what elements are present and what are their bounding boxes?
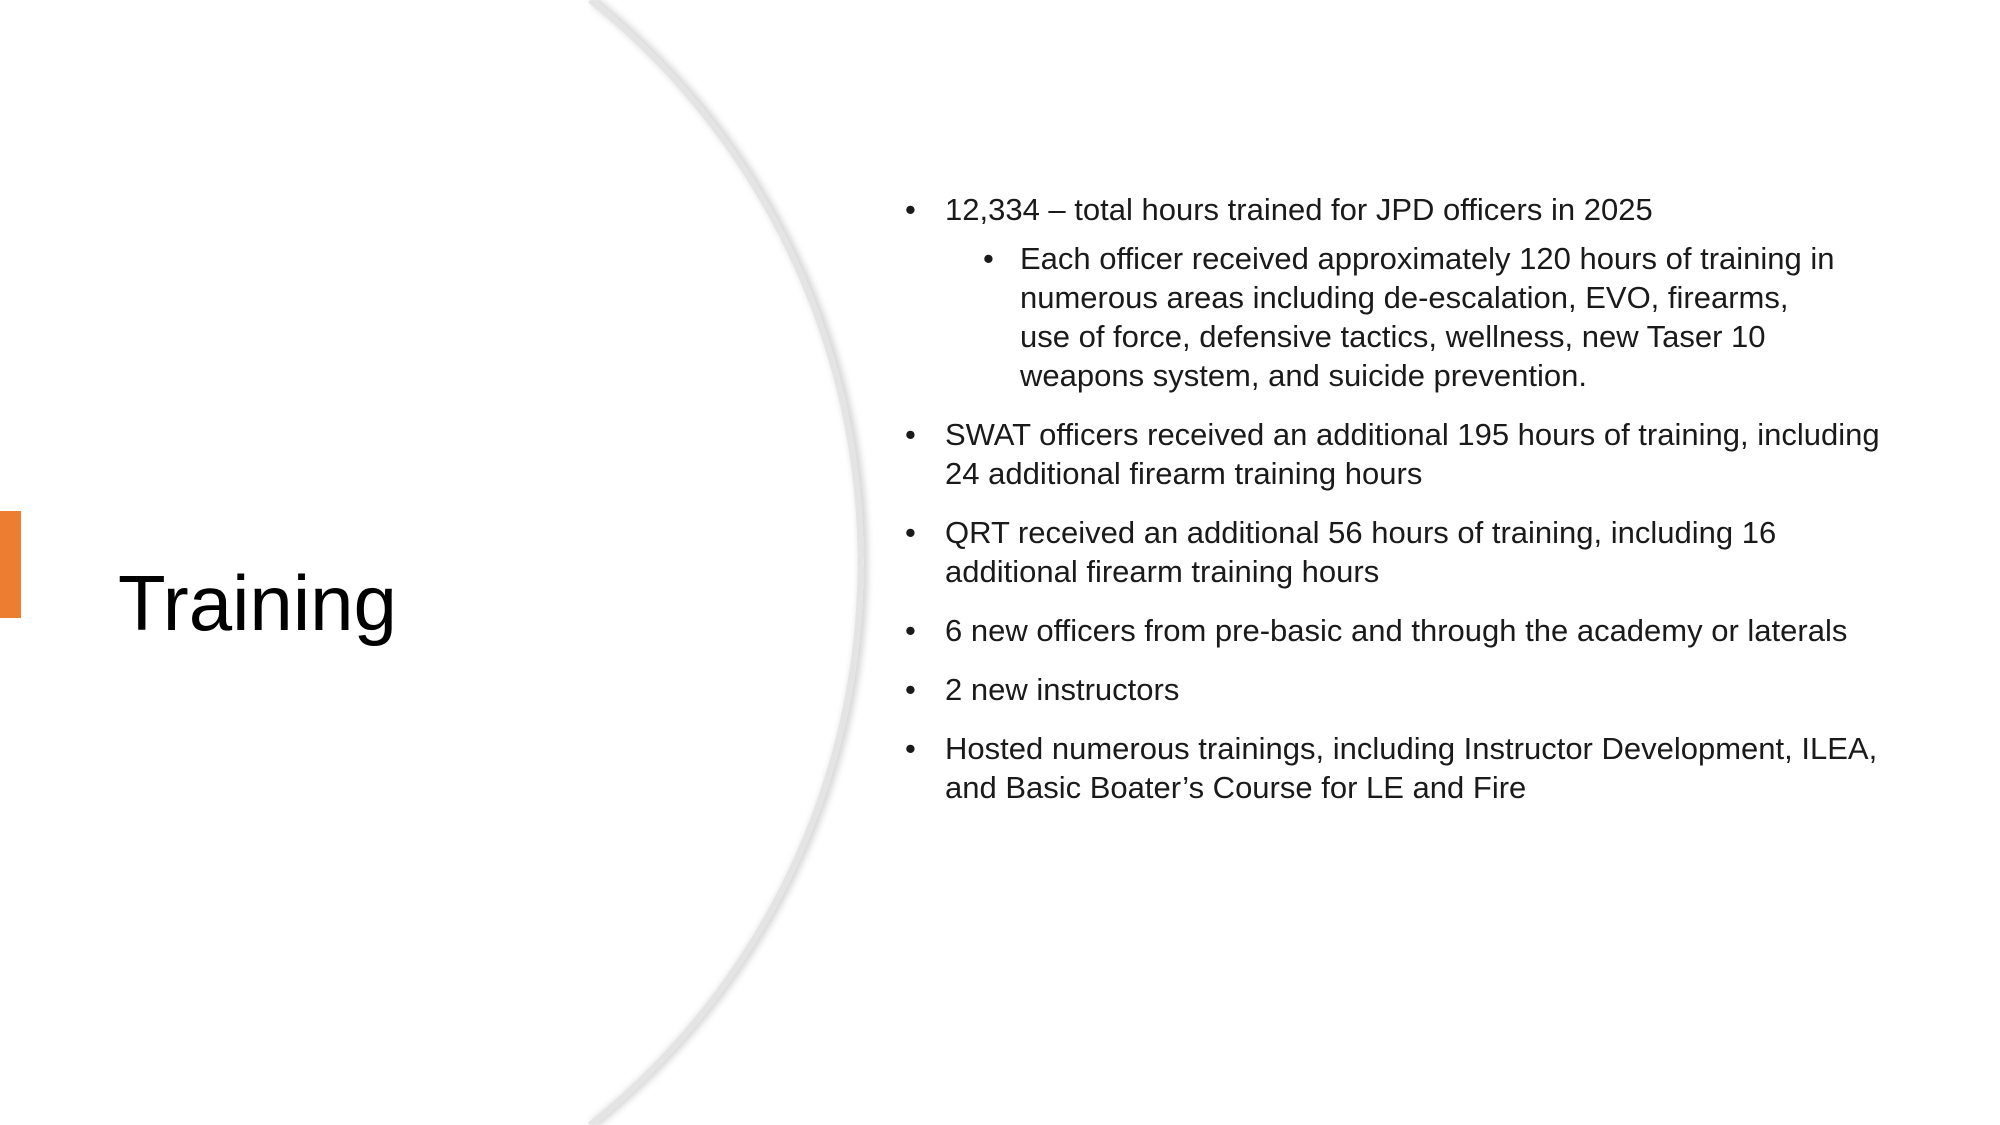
bullet-text: SWAT officers received an additional 195 hours of training, including 24 additional firearm training hours (945, 417, 1880, 491)
bullet-item (905, 513, 1905, 591)
sub-bullet-item (945, 239, 1905, 395)
bullet-text: Hosted numerous trainings, including Instructor Development, ILEA, and Basic Boater’s Course for LE and Fire (945, 731, 1878, 805)
sub-bullet-text: Each officer received approximately 120 hours of training in numerous areas including de-escalation, EVO, firearms, use of force, defensive tactics, wellness, new Taser 10 weapons system, and suicide prevention. (1020, 241, 1835, 393)
bullet-item (905, 611, 1905, 650)
bullet-text: 2 new instructors (945, 672, 1180, 707)
title-accent-bar (0, 511, 21, 618)
bullet-text: QRT received an additional 56 hours of training, including 16 additional firearm training hours (945, 515, 1777, 589)
bullet-item (905, 415, 1905, 493)
bullet-item (905, 190, 1905, 395)
slide-title: Training (118, 559, 397, 648)
bullet-item (905, 670, 1905, 709)
bullet-text: 6 new officers from pre-basic and through the academy or laterals (945, 613, 1848, 648)
bullet-text: 12,334 – total hours trained for JPD officers in 2025 (945, 192, 1653, 227)
bullet-item (905, 729, 1905, 807)
bullet-list (905, 190, 1905, 807)
sub-bullet-list (945, 239, 1905, 395)
bullet-content (905, 190, 1905, 827)
